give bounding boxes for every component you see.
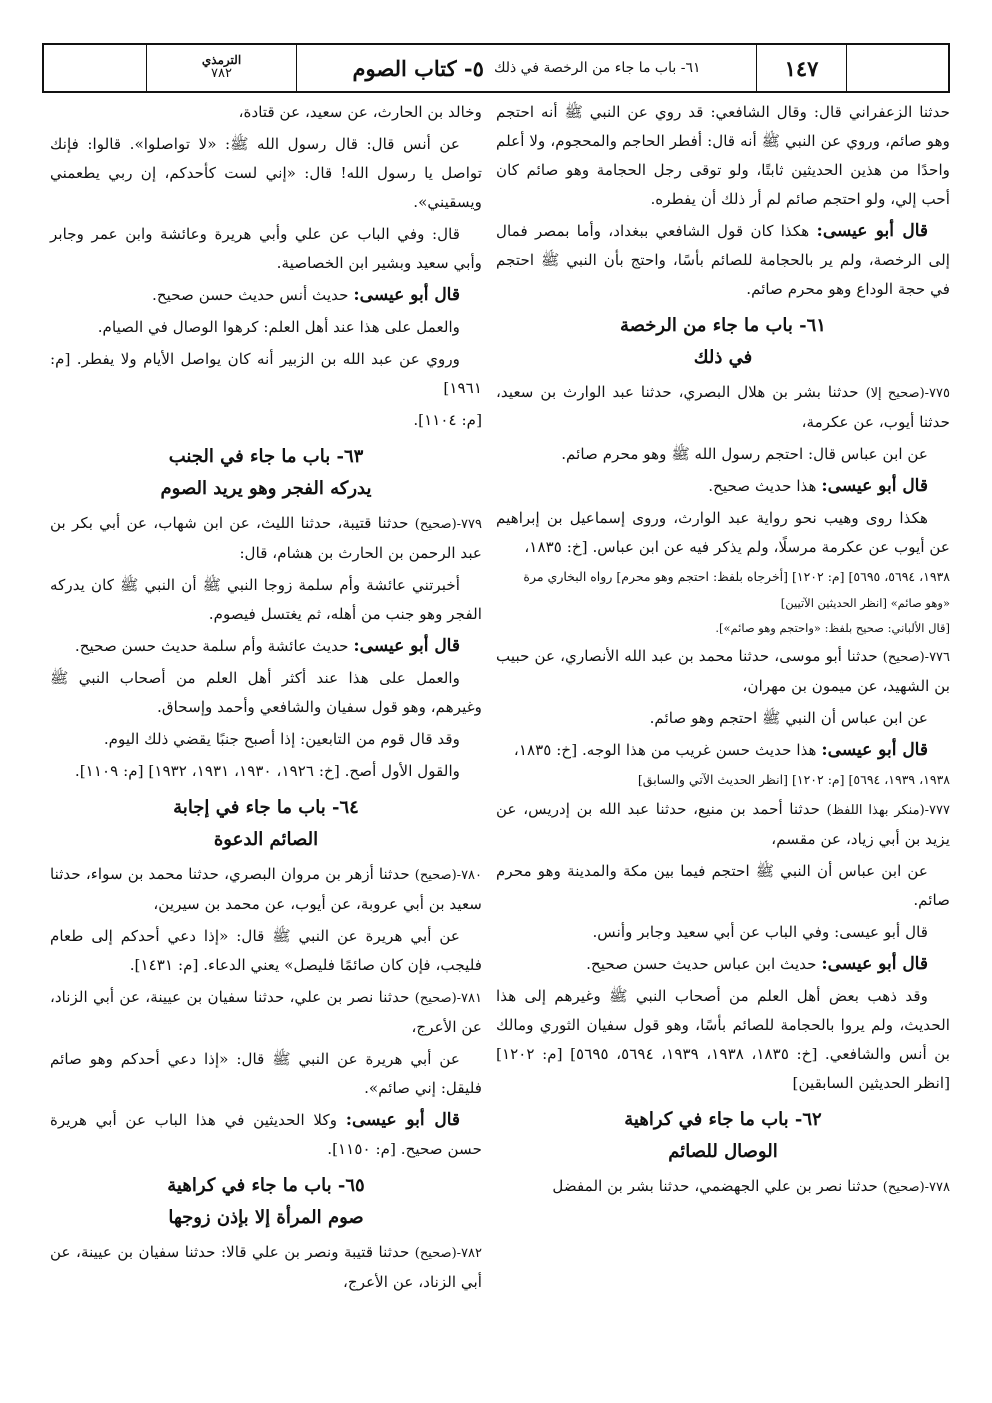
hadith-782 — [50, 1238, 482, 1297]
amal-note: والعمل على هذا عند أهل العلم: كرهوا الوصال في الصيام. — [97, 318, 460, 336]
speaker-label: قال أبو عيسى: — [353, 636, 460, 656]
references: «وهو صائم» [انظر الحديثين الآتيين] — [780, 596, 950, 610]
isnad: حدثنا قتيبة، حدثنا الليث، عن ابن شهاب، عن أبي بكر بن عبد الرحمن بن الحارث بن هشام، قال: — [50, 514, 482, 562]
heading-line: الوصال للصائم — [668, 1141, 778, 1162]
references: ١٩٣٨، ٥٦٩٤، ٥٦٩٥] [م: ١٢٠٢] [أخرجاه بلفظ: احتجم وهو محرم] رواه البخاري مرة — [523, 569, 950, 584]
heading-line: يدركه الفجر وهو يريد الصوم — [160, 478, 372, 499]
paragraph: حدثنا الزعفراني قال: وقال الشافعي: قد روي عن النبي ﷺ أنه احتجم وهو صائم، وروي عن النبي ﷺ أنه قال: أفطر الحاجم والمحجوم، ولا أعلم واحدًا من هذين الحديثين ثابتًا، ولو توقى رجل الحجامة وهو صائم كان أحب إلي، ولو احتجم صائم لم أر ذلك أن يفطره. — [496, 103, 950, 208]
speaker-label: قال أبو عيسى: — [821, 740, 928, 760]
heading-line: ٦٤- باب ما جاء في إجابة — [173, 797, 359, 818]
grading — [496, 950, 950, 979]
heading-line: ٦٢- باب ما جاء في كراهية — [624, 1109, 822, 1130]
hadith-777 — [496, 795, 950, 854]
hadith-776 — [496, 642, 950, 701]
isnad: حدثنا قتيبة ونصر بن علي قالا: حدثنا سفيان بن عيينة، عن أبي الزناد، عن الأعرج، — [50, 1243, 482, 1291]
isnad-continued: وخالد بن الحارث، عن سعيد، عن قتادة، — [238, 103, 482, 121]
section-heading-65 — [50, 1170, 482, 1234]
matn: عن أبي هريرة عن النبي ﷺ قال: «إذا دعي أحدكم وهو صائم فليقل: إني صائم». — [50, 1050, 482, 1097]
grade-text: حديث أنس حديث حسن صحيح. — [152, 286, 349, 304]
chapter-title: ٦١- باب ما جاء من الرخصة في ذلك — [493, 60, 701, 76]
hadith-number: ٧٧٨-(صحيح) — [882, 1180, 950, 1195]
grading — [496, 472, 950, 501]
source-cell — [146, 45, 296, 91]
bab-note: قال: وفي الباب عن علي وأبي هريرة وعائشة وابن عمر وجابر وأبي سعيد وبشير ابن الخصاصية. — [50, 225, 482, 272]
section-heading-61 — [496, 310, 950, 374]
section-heading-62 — [496, 1104, 950, 1168]
albani-note: [قال الألباني: صحيح بلفظ: «واحتجم وهو صائم»]. — [715, 621, 950, 635]
hadith-number: ٧٧٩-(صحيح) — [414, 517, 482, 532]
hadith-781 — [50, 983, 482, 1042]
hadith-number: ٧٧٧-(منكر بهذا اللفظ) — [826, 803, 950, 818]
grading — [496, 736, 950, 765]
matn: عن ابن عباس أن النبي ﷺ احتجم فيما بين مكة والمدينة وهو محرم صائم. — [496, 862, 950, 909]
speaker-label: قال أبو عيسى: — [816, 221, 928, 241]
grade-text: حديث عائشة وأم سلمة حديث حسن صحيح. — [74, 637, 349, 655]
section-heading-64 — [50, 792, 482, 856]
left-column — [50, 98, 482, 1300]
amal-note: والعمل على هذا عند أكثر أهل العلم من أصحاب النبي ﷺ وغيرهم، وهو قول سفيان والشافعي وأحمد وإسحاق. — [50, 669, 482, 716]
page-number: ١٤٧ — [756, 45, 846, 91]
note: وروي عن عبد الله بن الزبير أنه كان يواصل الأيام ولا يفطر. [م: ١٩٦١] — [50, 350, 482, 397]
hadith-779 — [50, 509, 482, 568]
source-volume: ٧٨٢ — [211, 66, 232, 82]
hadith-number: ٧٨٢-(صحيح) — [414, 1246, 482, 1261]
hadith-number: ٧٨٠-(صحيح) — [414, 868, 483, 883]
speaker-label: قال أبو عيسى: — [353, 285, 460, 305]
running-title — [296, 45, 756, 91]
section-heading-63 — [50, 441, 482, 505]
heading-line: ٦١- باب ما جاء من الرخصة — [620, 315, 826, 336]
heading-line: صوم المرأة إلا بإذن زوجها — [168, 1207, 364, 1228]
paragraph — [496, 217, 950, 304]
speaker-label: قال أبو عيسى: — [821, 954, 928, 974]
matn: عن ابن عباس قال: احتجم رسول الله ﷺ وهو محرم صائم. — [561, 445, 928, 463]
hadith-number: ٧٨١-(صحيح) — [414, 991, 482, 1006]
source-name: الترمذي — [201, 52, 242, 67]
heading-line: الصائم الدعوة — [213, 829, 319, 850]
matn: أخبرتني عائشة وأم سلمة زوجا النبي ﷺ أن النبي ﷺ كان يدركه الفجر وهو جنب من أهله، ثم يغتسل فيصوم. — [50, 576, 482, 623]
hadith-number: ٧٧٥-(صحيح إلا) — [865, 386, 950, 401]
book-title: ٥- كتاب الصوم — [352, 55, 484, 81]
references: [م: ١١٠٤]. — [413, 411, 482, 429]
header-blank-left — [44, 45, 146, 91]
matn: عن أبي هريرة عن النبي ﷺ قال: «إذا دعي أحدكم إلى طعام فليجب، فإن كان صائمًا فليصل» يعني الدعاء. [م: ١٤٣١]. — [50, 927, 482, 974]
hadith-778 — [496, 1172, 950, 1202]
header-blank-right — [846, 45, 948, 91]
grade-text: هذا حديث صحيح. — [708, 477, 817, 495]
hadith-number: ٧٧٦-(صحيح) — [882, 650, 951, 665]
paragraph-text: هكذا كان قول الشافعي ببغداد، وأما بمصر فمال إلى الرخصة، ولم ير بالحجامة للصائم بأسًا، واحتج بأن النبي ﷺ احتجم في حجة الوداع وهو محرم صائم. — [496, 222, 950, 298]
speaker-label: قال أبو عيسى: — [345, 1110, 460, 1130]
isnad: حدثنا أحمد بن منيع، حدثنا عبد الله بن إدريس، عن يزيد بن أبي زياد، عن مقسم، — [496, 800, 950, 848]
heading-line: ٦٣- باب ما جاء في الجنب — [168, 446, 364, 467]
grading — [50, 632, 482, 661]
matn: عن أنس قال: قال رسول الله ﷺ: «لا تواصلوا». قالوا: فإنك تواصل يا رسول الله! قال: «إني لست كأحدكم، إن ربي يطعمني ويسقيني». — [50, 135, 482, 211]
right-column — [496, 98, 950, 1205]
grade-text: هذا حديث حسن غريب من هذا الوجه. [خ: ١٨٣٥، — [513, 741, 817, 759]
isnad: حدثنا بشر بن هلال البصري، حدثنا عبد الوارث بن سعيد، حدثنا أيوب، عن عكرمة، — [496, 383, 950, 431]
bab-note: قال أبو عيسى: وفي الباب عن أبي سعيد وجابر وأنس. — [592, 923, 928, 941]
speaker-label: قال أبو عيسى: — [821, 476, 928, 496]
isnad: حدثنا نصر بن علي الجهضمي، حدثنا بشر بن المفضل — [552, 1177, 878, 1195]
grade-text: وكلا الحديثين في هذا الباب عن أبي هريرة حسن صحيح. [م: ١١٥٠]. — [50, 1111, 482, 1158]
isnad: حدثنا نصر بن علي، حدثنا سفيان بن عيينة، عن أبي الزناد، عن الأعرج، — [50, 988, 482, 1036]
grading — [50, 281, 482, 310]
isnad: حدثنا أزهر بن مروان البصري، حدثنا محمد بن سواء، حدثنا سعيد بن أبي عروبة، عن أيوب، عن محمد بن سيرين، — [50, 865, 482, 913]
hadith-780 — [50, 860, 482, 919]
grading — [50, 1106, 482, 1164]
grade-text: حديث ابن عباس حديث حسن صحيح. — [586, 955, 817, 973]
heading-line: في ذلك — [693, 347, 753, 368]
matn: عن ابن عباس أن النبي ﷺ احتجم وهو صائم. — [649, 709, 928, 727]
note: وقد قال قوم من التابعين: إذا أصبح جنبًا يقضي ذلك اليوم. — [103, 730, 460, 748]
page-header — [42, 43, 950, 93]
isnad: حدثنا أبو موسى، حدثنا محمد بن عبد الله الأنصاري، عن حبيب بن الشهيد، عن ميمون بن مهران، — [496, 647, 950, 695]
hadith-775 — [496, 378, 950, 437]
references: والقول الأول أصح. [خ: ١٩٢٦، ١٩٣٠، ١٩٣١، ١٩٣٢] [م: ١١٠٩]. — [74, 762, 460, 780]
note: وقد ذهب بعض أهل العلم من أصحاب النبي ﷺ وغيرهم إلى هذا الحديث، ولم يروا بالحجامة للصائم بأسًا، وهو قول سفيان الثوري ومالك بن أنس والشافعي. [خ: ١٨٣٥، ١٩٣٨، ١٩٣٩، ٥٦٩٤، ٥٦٩٥] [م: ١٢٠٢] [انظر الحديثين السابقين] — [496, 987, 950, 1092]
note: هكذا روى وهيب نحو رواية عبد الوارث، وروى إسماعيل بن إبراهيم عن أيوب عن عكرمة مرسلًا، ولم يذكر فيه عن ابن عباس. [خ: ١٨٣٥، — [496, 509, 950, 556]
heading-line: ٦٥- باب ما جاء في كراهية — [167, 1175, 365, 1196]
references: ١٩٣٨، ١٩٣٩، ٥٦٩٤] [م: ١٢٠٢] [انظر الحديث الآتي والسابق] — [637, 772, 950, 787]
